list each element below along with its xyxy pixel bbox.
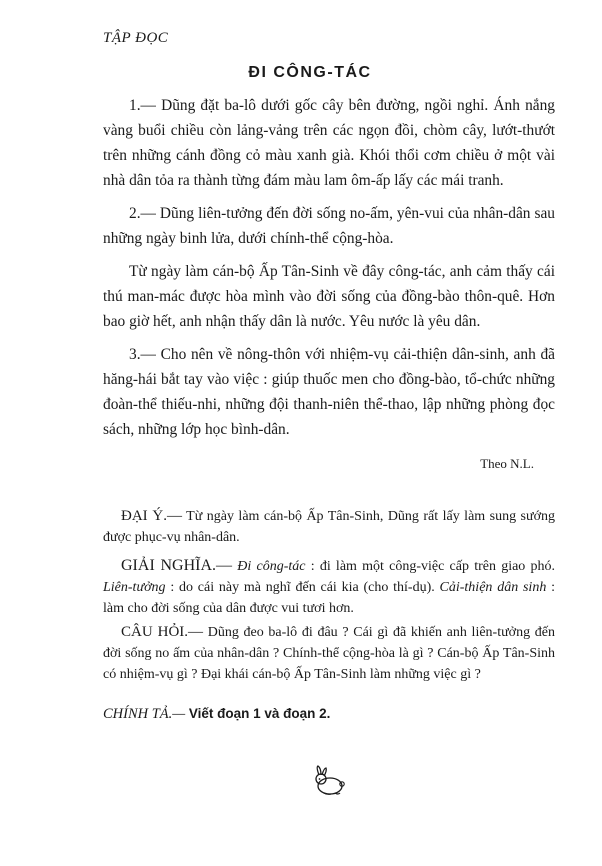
main-idea-block (103, 506, 555, 548)
paragraph-1: 1.— Dũng đặt ba-lô dưới gốc cây bên đường, ngồi nghỉ. Ánh nắng vàng buổi chiều còn lảng-vảng trên các ngọn đồi, chòm cây, lướt-thướt trên những cánh đồng cỏ màu xanh già. Khói thổi cơm chiều ở một vài nhà dân tỏa ra thành từng đám màu lam ôm-ấp lấy các mái tranh. (103, 97, 555, 189)
paragraph-2: 2.— Dũng liên-tưởng đến đời sống no-ấm, yên-vui của nhân-dân sau những ngày binh lửa, dưới chính-thể cộng-hòa. (103, 205, 555, 247)
glossary-block (103, 555, 555, 619)
lesson-title: ĐI CÔNG-TÁC (248, 64, 372, 81)
glossary-def-2: : do cái này mà nghĩ đến cái kia (cho thí-dụ). (165, 580, 440, 595)
dictation-text: Viết đoạn 1 và đoạn 2. (188, 706, 331, 721)
questions-text: Dũng đeo ba-lô đi đâu ? Cái gì đã khiến anh liên-tưởng đến đời sống no ấm của nhân-dân ? Chính-thể cộng-hòa là gì ? Cán-bộ Ấp Tân-Sinh có nhiệm-vụ gì ? Đại khái cán-bộ Ấp Tân-Sinh làm những việc gì ? (103, 625, 555, 682)
questions-label: CÂU HỎI.— (121, 624, 204, 640)
glossary-def-3: : làm cho đời sống của dân được vui tươi hơn. (103, 580, 556, 616)
dictation-block (103, 706, 330, 723)
dictation-label: CHÍNH TẢ.— (103, 706, 189, 722)
main-idea-text: Từ ngày làm cán-bộ Ấp Tân-Sinh, Dũng rất lấy làm sung sướng được phục-vụ nhân-dân. (103, 509, 555, 545)
glossary-label: GIẢI NGHĨA.— (121, 557, 233, 574)
paragraph-4: 3.— Cho nên về nông-thôn với nhiệm-vụ cải-thiện dân-sinh, anh đã hăng-hái bắt tay vào việc : giúp thuốc men cho đồng-bào, tổ-chức những đoàn-thể thiếu-nhi, những đội thanh-niên thể-thao, lập những phòng đọc sách, những lớp học bình-dân. (103, 346, 555, 438)
rabbit-icon (309, 765, 349, 797)
source-credit: Theo N.L. (480, 456, 534, 471)
glossary-term-1: Đi công-tác (232, 559, 306, 574)
reading-passage (103, 93, 555, 442)
glossary-def-1: : đi làm một công-việc cấp trên giao phó. (305, 559, 556, 574)
glossary-term-2: Liên-tưởng (103, 580, 166, 595)
section-label: TẬP ĐỌC (103, 30, 169, 46)
paragraph-3: Từ ngày làm cán-bộ Ấp Tân-Sinh về đây công-tác, anh cảm thấy cái thú man-mác được hòa mình vào đời sống của đồng-bào thôn-quê. Hơn bao giờ hết, anh nhận thấy dân là nước. Yêu nước là yêu dân. (103, 263, 555, 330)
main-idea-label: ĐẠI Ý.— (121, 508, 182, 524)
questions-block (103, 622, 555, 685)
glossary-term-3: Cải-thiện dân sinh (439, 580, 547, 595)
